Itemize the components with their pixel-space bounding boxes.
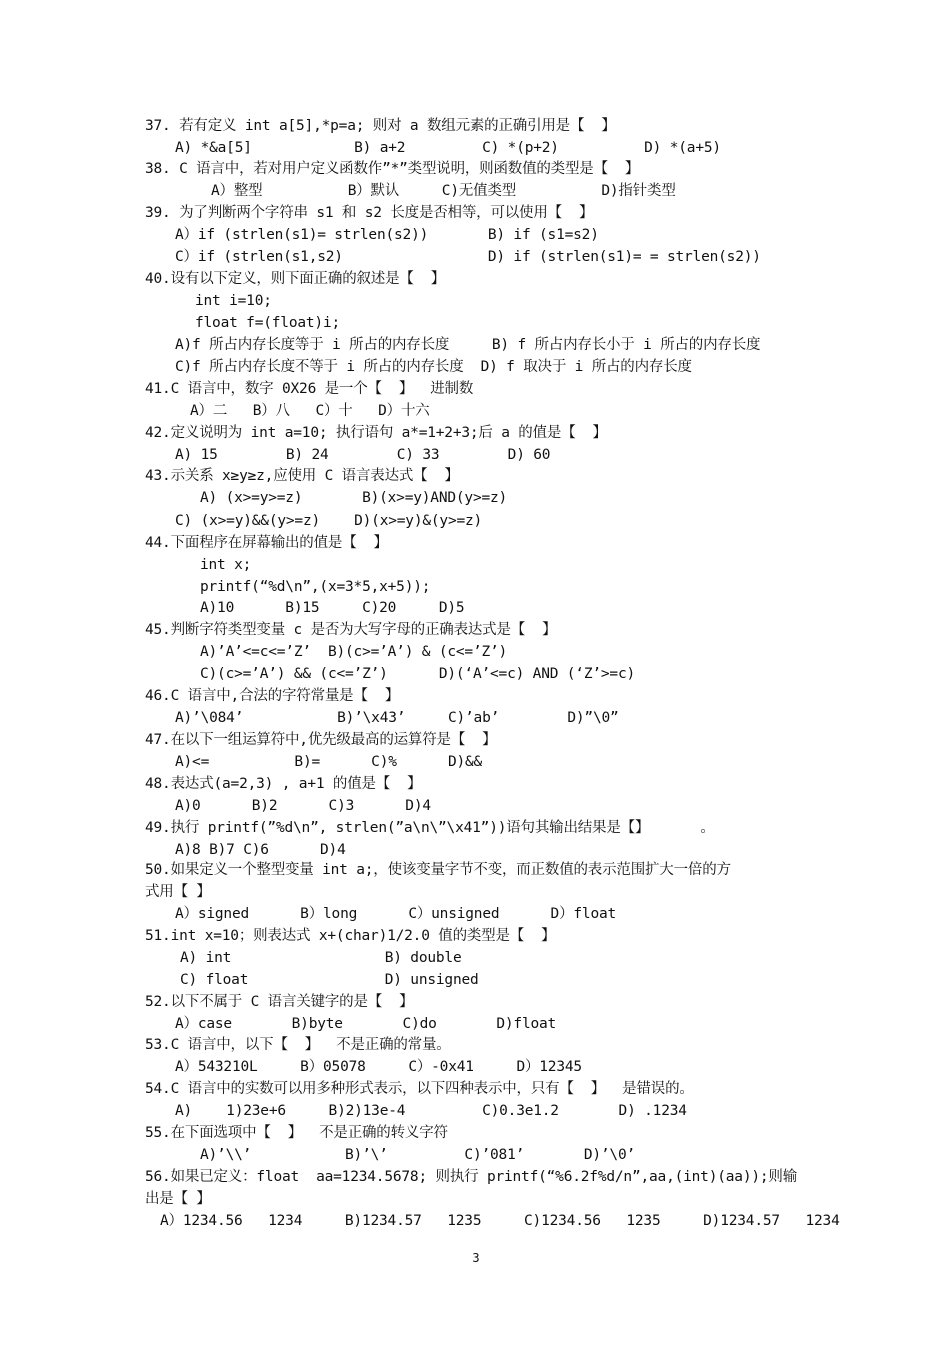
question-52: 52.以下不属于 C 语言关键字的是【 】 xyxy=(145,994,414,1010)
question-38: 38. C 语言中，若对用户定义函数作”*”类型说明，则函数值的类型是【 】 xyxy=(145,161,640,177)
question-45-options-ab: A)’A’<=c<=’Z’ B)(c>=’A’) & (c<=’Z’) xyxy=(200,644,508,660)
question-39-options-cd: C）if (strlen(s1,s2) D) if (strlen(s1)= = strlen(s2)) xyxy=(175,249,761,265)
question-40-code-2: float f=(float)i; xyxy=(195,315,341,331)
question-43-options-ab: A) (x>=y>=z) B)(x>=y)AND(y>=z) xyxy=(200,490,508,506)
question-46: 46.C 语言中,合法的字符常量是【 】 xyxy=(145,688,400,704)
question-40-options-ab: A)f 所占内存长度等于 i 所占的内存长度 B) f 所占内存长小于 i 所占的内存长度 xyxy=(175,337,761,353)
question-37-options: A) *&a[5] B) a+2 C) *(p+2) D) *(a+5) xyxy=(175,140,721,156)
question-50-line-1: 50.如果定义一个整型变量 int a;，使该变量字节不变，而正数值的表示范围扩大一倍的方 xyxy=(145,862,731,878)
question-52-options: A）case B)byte C)do D)float xyxy=(175,1016,557,1032)
question-43: 43.示关系 x≥y≥z,应使用 C 语言表达式【 】 xyxy=(145,468,459,484)
question-48: 48.表达式(a=2,3) , a+1 的值是【 】 xyxy=(145,776,422,792)
question-44-options: A)10 B)15 C)20 D)5 xyxy=(200,600,465,616)
question-53: 53.C 语言中，以下【 】 不是正确的常量。 xyxy=(145,1037,451,1053)
question-51-options-ab: A) int B) double xyxy=(180,950,462,966)
question-55-options: A)’\\’ B)’\’ C)’081’ D)’\0’ xyxy=(200,1147,636,1163)
question-46-options: A)’\084’ B)’\x43’ C)’ab’ D)”\0” xyxy=(175,710,619,726)
question-37: 37. 若有定义 int a[5],*p=a; 则对 a 数组元素的正确引用是【 】 xyxy=(145,118,616,134)
question-51-options-cd: C) float D) unsigned xyxy=(180,972,479,988)
question-55: 55.在下面选项中【 】 不是正确的转义字符 xyxy=(145,1125,448,1141)
question-49: 49.执行 printf(”%d\n”, strlen(”a\n\”\x41”))语句其输出结果是【】 。 xyxy=(145,820,715,836)
question-50-options: A）signed B）long C）unsigned D）float xyxy=(175,906,617,922)
question-42-options: A) 15 B) 24 C) 33 D) 60 xyxy=(175,447,551,463)
question-40: 40.设有以下定义，则下面正确的叙述是【 】 xyxy=(145,271,446,287)
question-56-line-2: 出是【 】 xyxy=(145,1191,211,1207)
question-47-options: A)<= B)= C)% D)&& xyxy=(175,754,483,770)
question-40-options-cd: C)f 所占内存长度不等于 i 所占的内存长度 D) f 取决于 i 所占的内存长度 xyxy=(175,359,692,375)
question-56-options: A）1234.56 1234 B)1234.57 1235 C)1234.56 1235 D)1234.57 1234 xyxy=(160,1213,840,1229)
question-45: 45.判断字符类型变量 c 是否为大写字母的正确表达式是【 】 xyxy=(145,622,557,638)
question-42: 42.定义说明为 int a=10; 执行语句 a*=1+2+3;后 a 的值是【 】 xyxy=(145,425,607,441)
question-48-options: A)0 B)2 C)3 D)4 xyxy=(175,798,431,814)
question-54: 54.C 语言中的实数可以用多种形式表示，以下四种表示中，只有【 】 是错误的。 xyxy=(145,1081,694,1097)
question-45-options-cd: C)(c>=’A’) && (c<=’Z’) D)(‘A’<=c) AND (‘Z’>=c) xyxy=(200,666,636,682)
question-43-options-cd: C) (x>=y)&&(y>=z) D)(x>=y)&(y>=z) xyxy=(175,513,483,529)
question-54-options: A) 1)23e+6 B)2)13e-4 C)0.3e1.2 D) .1234 xyxy=(175,1103,687,1119)
question-44-code-1: int x; xyxy=(200,557,252,573)
question-40-code-1: int i=10; xyxy=(195,293,272,309)
question-50-line-2: 式用【 】 xyxy=(145,884,211,900)
question-39-options-ab: A）if (strlen(s1)= strlen(s2)) B) if (s1=s2) xyxy=(175,227,599,243)
question-44: 44.下面程序在屏幕输出的值是【 】 xyxy=(145,535,388,551)
question-38-options: A）整型 B）默认 C)无值类型 D)指针类型 xyxy=(211,183,676,199)
question-56-line-1: 56.如果已定义：float aa=1234.5678; 则执行 printf(“%6.2f%d/n”,aa,(int)(aa));则输 xyxy=(145,1169,798,1185)
page-number: 3 xyxy=(472,1251,480,1265)
question-41-options: A）二 B）八 C）十 D）十六 xyxy=(190,403,430,419)
question-39: 39. 为了判断两个字符串 s1 和 s2 长度是否相等，可以使用【 】 xyxy=(145,205,594,221)
question-47: 47.在以下一组运算符中,优先级最高的运算符是【 】 xyxy=(145,732,497,748)
question-53-options: A）543210L B）05078 C）-0x41 D）12345 xyxy=(175,1059,582,1075)
question-51: 51.int x=10；则表达式 x+(char)1/2.0 值的类型是【 】 xyxy=(145,928,556,944)
question-49-options: A)8 B)7 C)6 D)4 xyxy=(175,842,346,858)
question-41: 41.C 语言中，数字 0X26 是一个【 】 进制数 xyxy=(145,381,474,397)
question-44-code-2: printf(“%d\n”,(x=3*5,x+5)); xyxy=(200,579,431,595)
